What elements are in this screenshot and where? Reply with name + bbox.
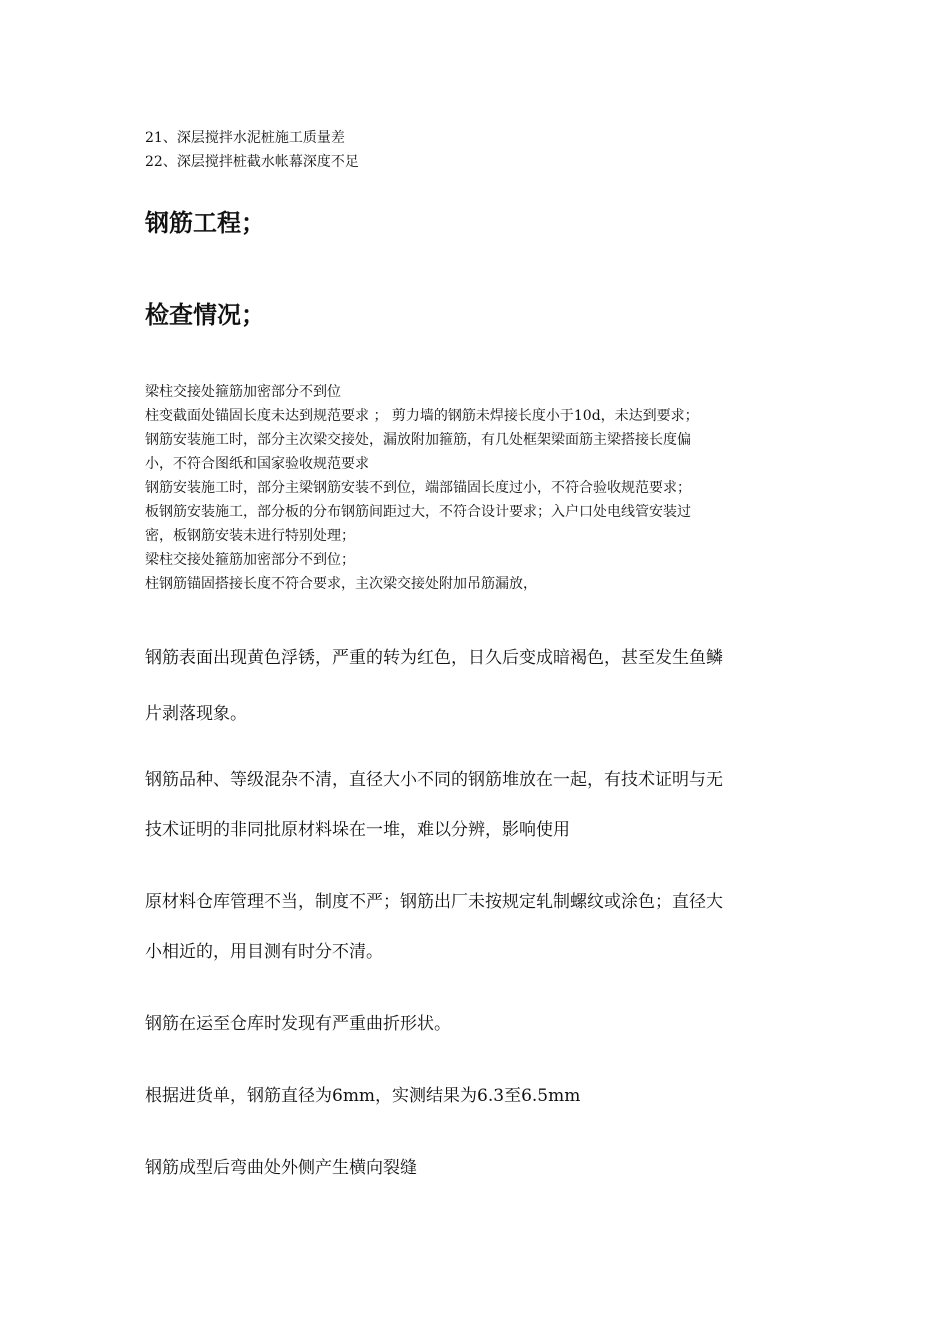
inspection-line: 梁柱交接处箍筋加密部分不到位 xyxy=(145,384,341,400)
heading-rebar-engineering: 钢筋工程； xyxy=(145,209,265,237)
paragraph-diameter: 根据进货单，钢筋直径为6mm，实测结果为6.3至6.5mm xyxy=(145,1086,581,1106)
paragraph-mixed-1: 钢筋品种、等级混杂不清，直径大小不同的钢筋堆放在一起，有技术证明与无 xyxy=(145,770,723,790)
list-item-21: 21、深层搅拌水泥桩施工质量差 xyxy=(145,130,345,146)
top-list xyxy=(145,126,359,174)
inspection-line: 密，板钢筋安装未进行特别处理； xyxy=(145,528,355,544)
list-item-22: 22、深层搅拌桩截水帐幕深度不足 xyxy=(145,154,359,170)
paragraph-rust-1: 钢筋表面出现黄色浮锈，严重的转为红色，日久后变成暗褐色，甚至发生鱼鳞 xyxy=(145,648,723,668)
heading-inspection: 检查情况； xyxy=(145,301,265,329)
inspection-line: 梁柱交接处箍筋加密部分不到位； xyxy=(145,552,355,568)
paragraph-mixed-2: 技术证明的非同批原材料垛在一堆，难以分辨，影响使用 xyxy=(145,820,570,840)
paragraph-bent: 钢筋在运至仓库时发现有严重曲折形状。 xyxy=(145,1014,451,1034)
inspection-line: 柱变截面处锚固长度未达到规范要求 ； 剪力墙的钢筋未焊接长度小于10d，未达到要求； xyxy=(145,408,699,424)
paragraph-storage-2: 小相近的，用目测有时分不清。 xyxy=(145,942,383,962)
inspection-line: 板钢筋安装施工，部分板的分布钢筋间距过大，不符合设计要求；入户口处电线管安装过 xyxy=(145,504,691,520)
paragraph-rust-2: 片剥落现象。 xyxy=(145,704,247,724)
inspection-line: 钢筋安装施工时，部分主梁钢筋安装不到位，端部锚固长度过小，不符合验收规范要求； xyxy=(145,480,691,496)
inspection-line: 钢筋安装施工时，部分主次梁交接处，漏放附加箍筋，有几处框架梁面筋主梁搭接长度偏 xyxy=(145,432,691,448)
inspection-block xyxy=(145,380,815,596)
inspection-line: 柱钢筋锚固搭接长度不符合要求，主次梁交接处附加吊筋漏放， xyxy=(145,576,537,592)
inspection-line: 小，不符合图纸和国家验收规范要求 xyxy=(145,456,369,472)
paragraph-storage-1: 原材料仓库管理不当，制度不严；钢筋出厂未按规定轧制螺纹或涂色；直径大 xyxy=(145,892,723,912)
paragraph-cracks: 钢筋成型后弯曲处外侧产生横向裂缝 xyxy=(145,1158,417,1178)
